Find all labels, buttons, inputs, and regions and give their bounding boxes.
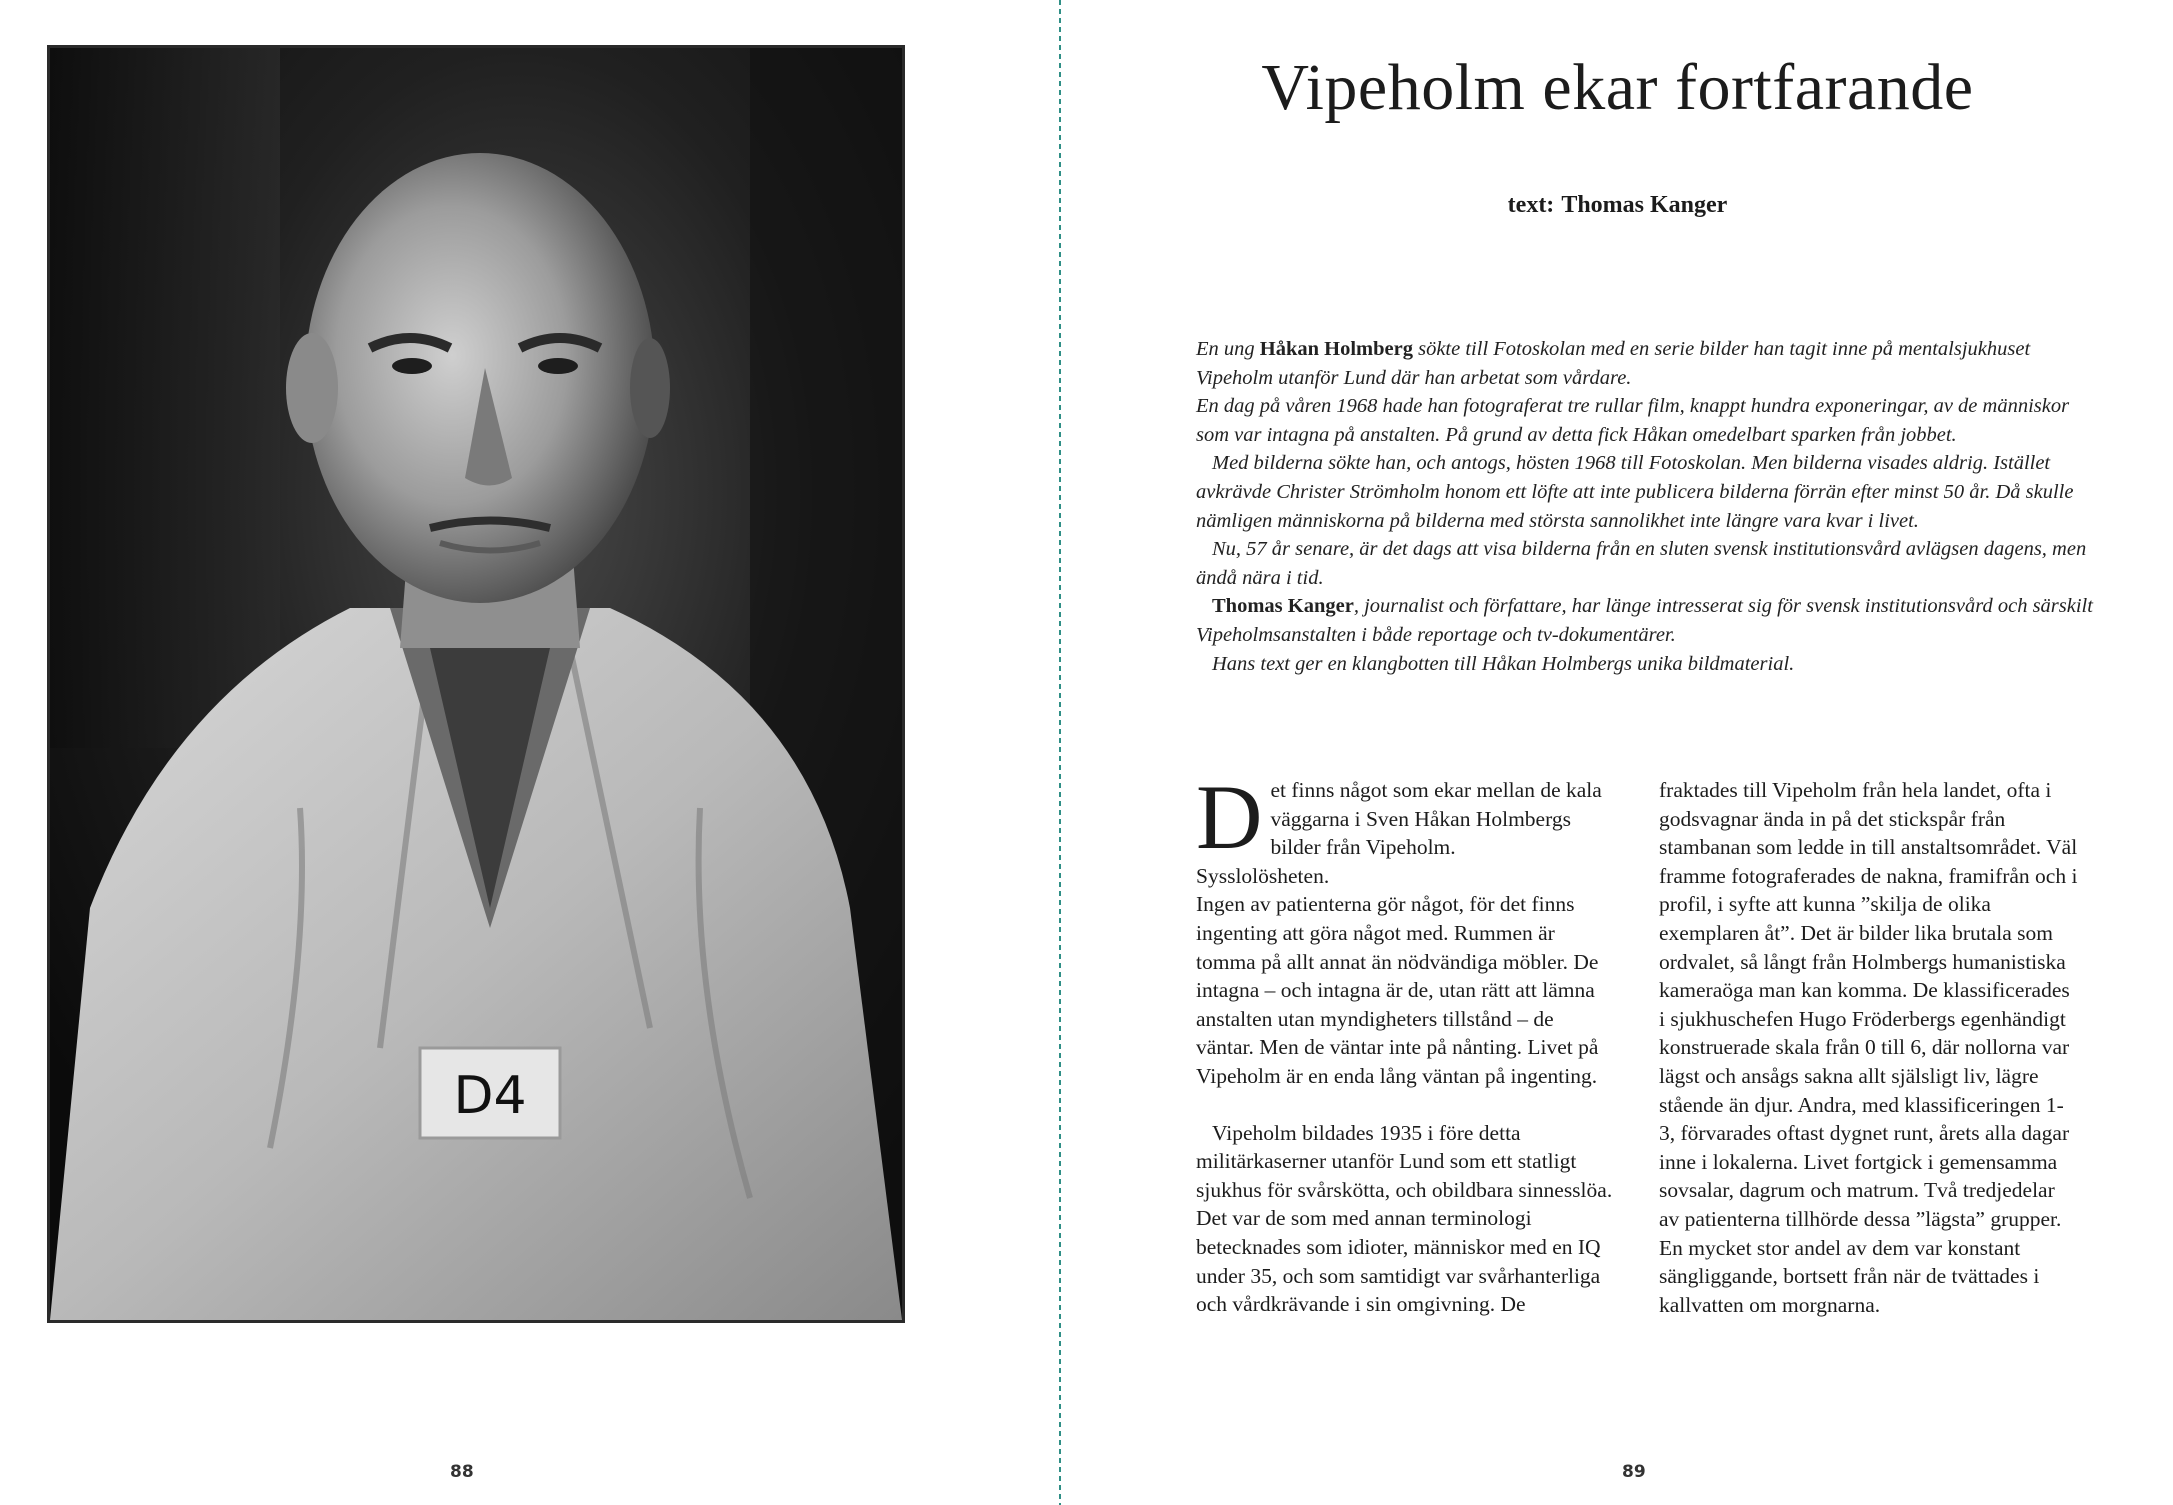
right-page [1062,0,2173,1505]
body-paragraph-1 [1196,766,1616,868]
intro-paragraph-2: En dag på våren 1968 hade han fotograferat tre rullar film, knappt hundra exponeringar, av de människor som var intagna på anstalten. På grund av detta fick Håkan omedelbart sparken från jobbet. [1196,395,2070,446]
intro-paragraph-1 [1196,335,2101,392]
body-p1-text: et finns något som ekar mellan de kala väggarna i Sven Håkan Holmbergs bilder från Vipeholm. [1270,778,1602,860]
intro-p1-pre: En ung [1196,338,1260,360]
body-paragraph-3: Ingen av patienterna gör något, för det finns ingenting att göra något med. Rummen är tomma på allt annat än nödvändiga möbler. De intagna – och intagna är de, utan rätt att lämna anstalten utan myndigheters tillstånd – de väntar. Men de väntar inte på nånting. Livet på Vipeholm är en enda lång väntan på ingenting. [1196,892,1599,1088]
intro-paragraph-5 [1196,592,2101,649]
intro-paragraph-6: Hans text ger en klangbotten till Håkan Holmbergs unika bildmaterial. [1212,652,1795,675]
byline-prefix: text: [1507,192,1555,218]
intro-p5-name: Thomas Kanger [1212,595,1354,618]
intro-p1-name: Håkan Holmberg [1259,338,1413,360]
byline [1062,192,2173,219]
page-number-left: 88 [450,1462,474,1482]
shirt-label: D4 [453,1066,527,1126]
body-paragraph-2: Sysslolösheten. [1196,863,1330,888]
portrait-photo [50,48,902,1320]
body-column-1 [1196,766,1616,1319]
intro-p5-post: , journalist och författare, har länge intresserat sig för svensk institutionsvård och särskilt Vipeholmsanstalten i både reportage och tv-dokumentärer. [1196,595,2093,646]
page-number-right: 89 [1622,1462,1646,1482]
body-column-2 [1659,776,2079,1319]
article-title: Vipeholm ekar fortfarande [1261,51,1974,124]
intro-paragraph-3: Med bilderna sökte han, och antogs, hösten 1968 till Fotoskolan. Men bilderna visades aldrig. Istället avkrävde Christer Strömholm honom ett löfte att inte publicera bilderna förrän efter minst 50 år. Då skulle nämligen människorna på bilderna med största sannolikhet inte längre vara kvar i livet. [1196,452,2074,532]
body-paragraph-4: Vipeholm bildades 1935 i före detta militärkaserner utanför Lund som ett statligt sjukhus för svårskötta, och obildbara sinnesslöa. Det var de som med annan terminologi betecknades som idioter, människor med en IQ under 35, och som samtidigt var svårhanterliga och vårdkrävande i sin omgivning. De [1196,1120,1613,1317]
portrait-illustration [50,48,902,1320]
intro-p1-post: sökte till Fotoskolan med en serie bilder han tagit inne på mentalsjukhuset Vipeholm utanför Lund där han arbetat som vårdare. [1196,338,2031,389]
intro-paragraph-4: Nu, 57 år senare, är det dags att visa bilderna från en sluten svensk institutionsvård avlägsen dagens, men ändå nära i tid. [1196,538,2087,589]
body-paragraph-5: fraktades till Vipeholm från hela landet, ofta i godsvagnar ända in på det stickspår från stambanan som ledde in till anstaltsområdet. Väl framme fotograferades de nakna, framifrån och i profil, i syfte att kunna ”skilja de olika exemplaren åt”. Det är bilder lika brutala som ordvalet, så långt från Holmbergs humanistiska kameraöga man kan komma. De klassificerades i sjukhuschefen Hugo Fröderbergs egenhändigt konstruerade skala från 0 till 6, där nollorna var lägst och ansågs sakna allt själsligt liv, lägre stående än djur. Andra, med klassificeringen 1-3, förvarades oftast dygnet runt, årets alla dagar inne i lokalerna. Livet fortgick i gemensamma sovsalar, dagrum och matrum. Två tredjedelar av patienterna tillhörde dessa ”lägsta” grupper. En mycket stor andel av dem var konstant sängliggande, bortsett från när de tvättades i kallvatten om morgnarna. [1659,778,2078,1317]
drop-cap: D [1196,766,1263,868]
page-gutter [1059,0,1061,1505]
intro-text [1196,335,2101,678]
byline-author: Thomas Kanger [1561,192,1728,218]
left-page [0,0,1060,1505]
